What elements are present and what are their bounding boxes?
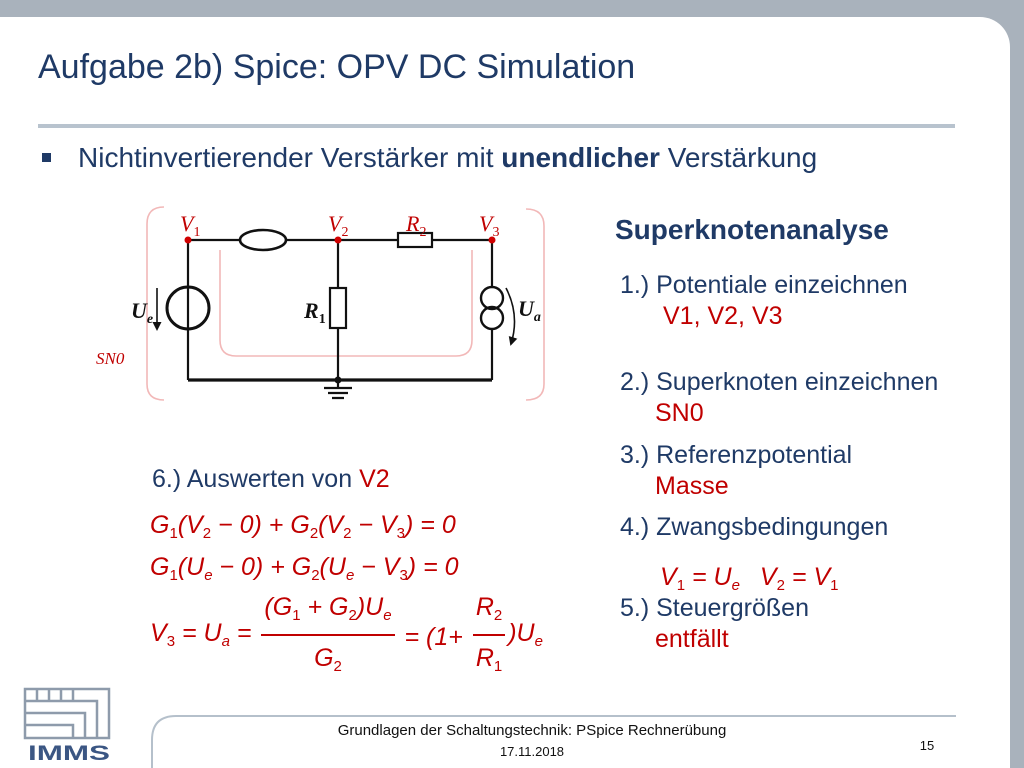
node-v1-dot: [185, 237, 192, 244]
step-2-detail: SN0: [655, 399, 704, 427]
math-subscript: 3: [396, 525, 406, 542]
math-symbol: (U: [177, 553, 205, 581]
step-4-label: 4.) Zwangsbedingungen: [620, 513, 889, 541]
label-ua-subscript: a: [533, 310, 541, 325]
ground-node-dot: [335, 377, 342, 384]
math-subscript: 2: [311, 567, 320, 584]
math-symbol: )U: [356, 593, 384, 621]
resistor-r1: [330, 288, 346, 328]
math-subscript: 2: [202, 525, 212, 542]
evaluation-label: [152, 465, 390, 494]
math-subscript: 2: [333, 658, 342, 675]
math-symbol: )U: [508, 618, 535, 647]
node-v2-dot: [335, 237, 342, 244]
bullet-text-after: Verstärkung: [659, 142, 818, 173]
nullator-symbol: [240, 230, 286, 250]
equation-1: [150, 511, 456, 548]
fraction-gain: [261, 594, 394, 680]
math-symbol: = V: [784, 563, 831, 591]
fraction-gain-denominator: [261, 636, 394, 680]
logo-mark: [25, 689, 109, 738]
label-r2-subscript: 2: [419, 225, 427, 240]
math-subscript: e: [345, 567, 355, 584]
label-r1-subscript: 1: [318, 312, 326, 327]
math-symbol: (G: [264, 593, 293, 621]
math-subscript: 1: [292, 607, 301, 624]
math-symbol: =: [229, 618, 259, 647]
slide-title: Aufgabe 2b) Spice: OPV DC Simulation: [38, 48, 636, 86]
label-ue-base: U: [131, 298, 147, 323]
math-symbol: G: [150, 553, 170, 581]
equation-3-middle: [398, 623, 470, 651]
math-subscript: 1: [830, 577, 839, 594]
label-v3-base: V: [479, 211, 493, 236]
label-v3: [479, 211, 499, 240]
math-symbol: − 0) + G: [211, 511, 310, 539]
label-ua-base: U: [518, 296, 534, 321]
math-subscript: e: [383, 607, 392, 624]
imms-logo: [20, 686, 116, 764]
label-v2: [328, 211, 348, 240]
evaluation-label-text: 6.) Auswerten von: [152, 465, 360, 493]
fraction-resistor-ratio: [473, 594, 505, 680]
math-subscript: 2: [776, 577, 785, 594]
logo-text: IMMS: [28, 742, 110, 764]
bullet-text-before: Nichtinvertierender Verstärker mit: [78, 142, 502, 173]
equation-3-lhs: [150, 619, 258, 656]
step-5-detail: entfällt: [655, 625, 729, 653]
math-symbol: (V: [318, 511, 344, 539]
math-subscript: 2: [309, 525, 319, 542]
label-v1: [180, 211, 200, 240]
step-3-label: 3.) Referenzpotential: [620, 441, 853, 469]
label-ue: [131, 298, 153, 327]
math-subscript: 1: [676, 577, 686, 594]
math-subscript: e: [731, 577, 740, 594]
math-subscript: 1: [493, 658, 503, 675]
math-symbol: = U: [175, 618, 222, 647]
ua-arrow: [506, 288, 515, 344]
bullet-marker: [42, 153, 51, 162]
step-3-detail: Masse: [655, 472, 729, 500]
math-subscript: e: [534, 632, 543, 650]
circuit-components: [167, 230, 503, 398]
math-subscript: a: [221, 632, 230, 650]
math-symbol: ) = 0: [407, 553, 459, 581]
math-subscript: 3: [399, 567, 408, 584]
norator-lower-circle: [481, 307, 503, 329]
bullet-text-emphasis: unendlicher: [501, 142, 660, 173]
label-ua: [518, 296, 541, 325]
label-v3-subscript: 3: [492, 225, 500, 240]
math-symbol: ) = 0: [405, 511, 456, 539]
math-subscript: 3: [166, 632, 176, 650]
math-symbol: − V: [351, 511, 397, 539]
equation-2: [150, 553, 459, 590]
norator-upper-circle: [481, 287, 503, 309]
supernode-left-bracket: [147, 207, 164, 400]
math-symbol: V: [660, 563, 677, 591]
page-number: 15: [919, 738, 935, 753]
math-symbol: (U: [319, 553, 346, 581]
label-r2-base: R: [406, 211, 420, 236]
analysis-heading: Superknotenanalyse: [615, 214, 889, 245]
math-symbol: = (1+: [397, 623, 470, 651]
math-subscript: e: [204, 567, 213, 584]
label-r1: [303, 298, 326, 327]
math-symbol: − 0) + G: [212, 553, 312, 581]
equation-3-rhs: [508, 619, 543, 656]
math-subscript: 2: [348, 607, 357, 624]
label-r2: [405, 211, 426, 240]
math-symbol: + G: [300, 593, 349, 621]
label-v2-base: V: [328, 211, 342, 236]
math-symbol: V: [759, 563, 777, 591]
footer-course-title: Grundlagen der Schaltungstechnik: PSpice Rechnerübung: [337, 722, 727, 739]
math-subscript: 1: [169, 567, 178, 584]
circuit-diagram: [90, 198, 570, 410]
step-1-detail: V1, V2, V3: [663, 302, 783, 330]
step-5-label: 5.) Steuergrößen: [620, 594, 809, 622]
fraction-gain-numerator: [261, 594, 394, 634]
math-symbol: G: [150, 511, 170, 539]
title-divider: [38, 124, 955, 128]
label-v2-subscript: 2: [341, 225, 349, 240]
equation-3: [150, 594, 543, 680]
math-symbol: G: [314, 644, 334, 672]
math-symbol: V: [150, 618, 167, 647]
label-v1-base: V: [180, 211, 194, 236]
math-symbol: R: [475, 593, 494, 621]
math-symbol: (V: [177, 511, 203, 539]
math-subscript: 1: [169, 525, 178, 542]
bullet-text: [78, 142, 817, 174]
math-symbol: − V: [354, 553, 400, 581]
math-subscript: 2: [343, 525, 352, 542]
label-r1-base: R: [304, 298, 319, 323]
step-2-label: 2.) Superknoten einzeichnen: [620, 368, 939, 396]
math-symbol: R: [475, 644, 494, 672]
math-subscript: 2: [493, 607, 503, 624]
math-symbol: = U: [685, 563, 732, 591]
label-supernode: SN0: [96, 349, 125, 368]
label-v1-subscript: 1: [193, 225, 201, 240]
step-1-label: 1.) Potentiale einzeichnen: [620, 271, 908, 299]
footer-date: 17.11.2018: [499, 744, 565, 759]
evaluation-variable: V2: [359, 465, 390, 493]
label-ue-subscript: e: [146, 312, 154, 327]
fraction-resistor-numerator: [473, 594, 505, 634]
fraction-resistor-denominator: [473, 636, 505, 680]
